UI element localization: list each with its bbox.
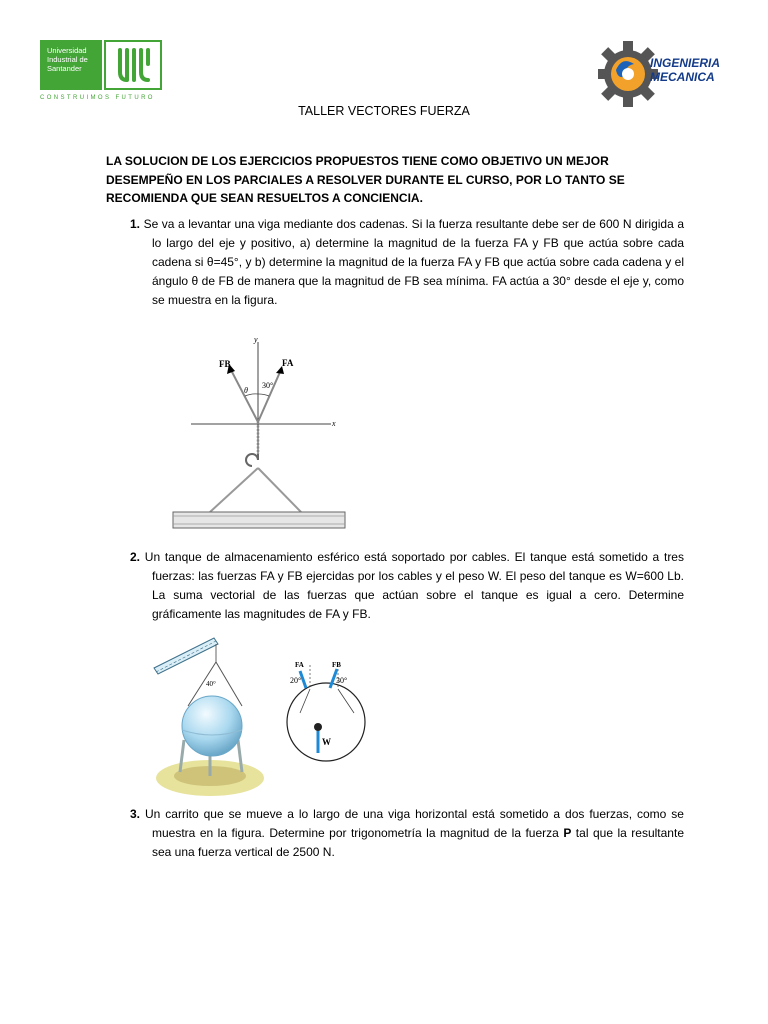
intro-paragraph: LA SOLUCION DE LOS EJERCICIOS PROPUESTOS TIENE COMO OBJETIVO UN MEJOR DESEMPEÑO EN LOS PARCIALES A RESOLVER DURANTE EL CURSO, POR LO TANTO SE RECOMIENDA QUE SEAN RESUELTOS A CONCIENCIA.: [106, 154, 625, 205]
ing-logo-line-2: MECANICA: [650, 70, 715, 84]
fbd-label-30-deg: 30°: [336, 676, 348, 685]
uis-logo: [40, 40, 170, 108]
fbd-label-20-deg: 20°: [290, 676, 302, 685]
document-title: TALLER VECTORES FUERZA: [298, 104, 470, 118]
uis-tagline: CONSTRUIMOS FUTURO: [40, 95, 155, 101]
figure-beam-chains: [165, 332, 355, 534]
fbd-label-w: W: [322, 737, 331, 747]
hook-icon: [246, 454, 258, 466]
uis-name-line-1: Universidad: [47, 46, 87, 55]
fbd-label-fb: FB: [332, 661, 341, 669]
problem-2-number: 2.: [130, 550, 141, 564]
figure-free-body-diagram: [280, 655, 380, 767]
crane-boom: [154, 638, 218, 674]
fbd-label-fa: FA: [295, 661, 304, 669]
fbd-center-of-mass: [314, 723, 322, 731]
x-axis-label: x: [332, 419, 336, 428]
problem-2: [130, 548, 684, 624]
uis-emblem: [104, 40, 162, 90]
chain-fa: [258, 372, 280, 422]
problem-3: [130, 805, 684, 862]
y-axis-label: y: [254, 335, 258, 344]
uis-name-line-3: Santander: [47, 64, 82, 73]
beam: [173, 512, 345, 528]
problem-3-symbol-p: P: [563, 826, 572, 840]
gear-icon: [598, 36, 658, 112]
ingenieria-mecanica-logo: [598, 36, 721, 112]
spherical-tank: [182, 696, 242, 756]
label-40-deg: 40°: [206, 680, 216, 688]
problem-3-number: 3.: [130, 807, 141, 821]
ing-logo-line-1: INGENIERIA: [650, 56, 721, 70]
label-30-deg: 30°: [262, 381, 274, 390]
ing-logo-text: [650, 56, 720, 84]
problem-1-number: 1.: [130, 217, 141, 231]
problem-3-text-after: tal que la resultante sea una fuerza vertical de 2500 N.: [152, 826, 684, 859]
lift-chain-right: [258, 468, 301, 512]
label-theta: θ: [244, 386, 248, 395]
problem-3-text-before: Un carrito que se mueve a lo largo de una viga horizontal está sometido a dos fuerzas, como se muestra en la figura. Determine por trigonometría la magnitud de la fuerza: [144, 807, 684, 840]
uis-logo-name-box: [40, 40, 102, 90]
fbd-tank-circle: [287, 683, 365, 761]
uis-emblem-icon: [106, 42, 160, 88]
chain-fb: [231, 370, 258, 422]
problem-1-text: Se va a levantar una viga mediante dos cadenas. Si la fuerza resultante debe ser de 600 N dirigida a lo largo del eje y positivo, a) determine la magnitud de la fuerza FA y FB que actúa sobre cada cadena si θ=45°, y b) determine la magnitud de la fuerza FA y FB que actúa sobre cada cadena y el ángulo θ de FB de manera que la magnitud de FB sea mínima. FA actúa a 30° desde el eje y, como se muestra en la figura.: [143, 217, 684, 307]
lift-chain-left: [210, 468, 258, 512]
problem-2-text: Un tanque de almacenamiento esférico está soportado por cables. El tanque está sometido a tres fuerzas: las fuerzas FA y FB ejercidas por los cables y el peso W. El peso del tanque es W=600 Lb. La suma vectorial de las fuerzas que actúan sobre el tanque es igual a cero. Determine gráficamente las magnitudes de FA y FB.: [144, 550, 684, 621]
label-fb: FB: [219, 359, 231, 369]
problem-1: [130, 215, 684, 310]
uis-name-line-2: Industrial de: [47, 55, 88, 64]
figure-spherical-tank: [150, 630, 270, 802]
label-fa: FA: [282, 358, 294, 368]
